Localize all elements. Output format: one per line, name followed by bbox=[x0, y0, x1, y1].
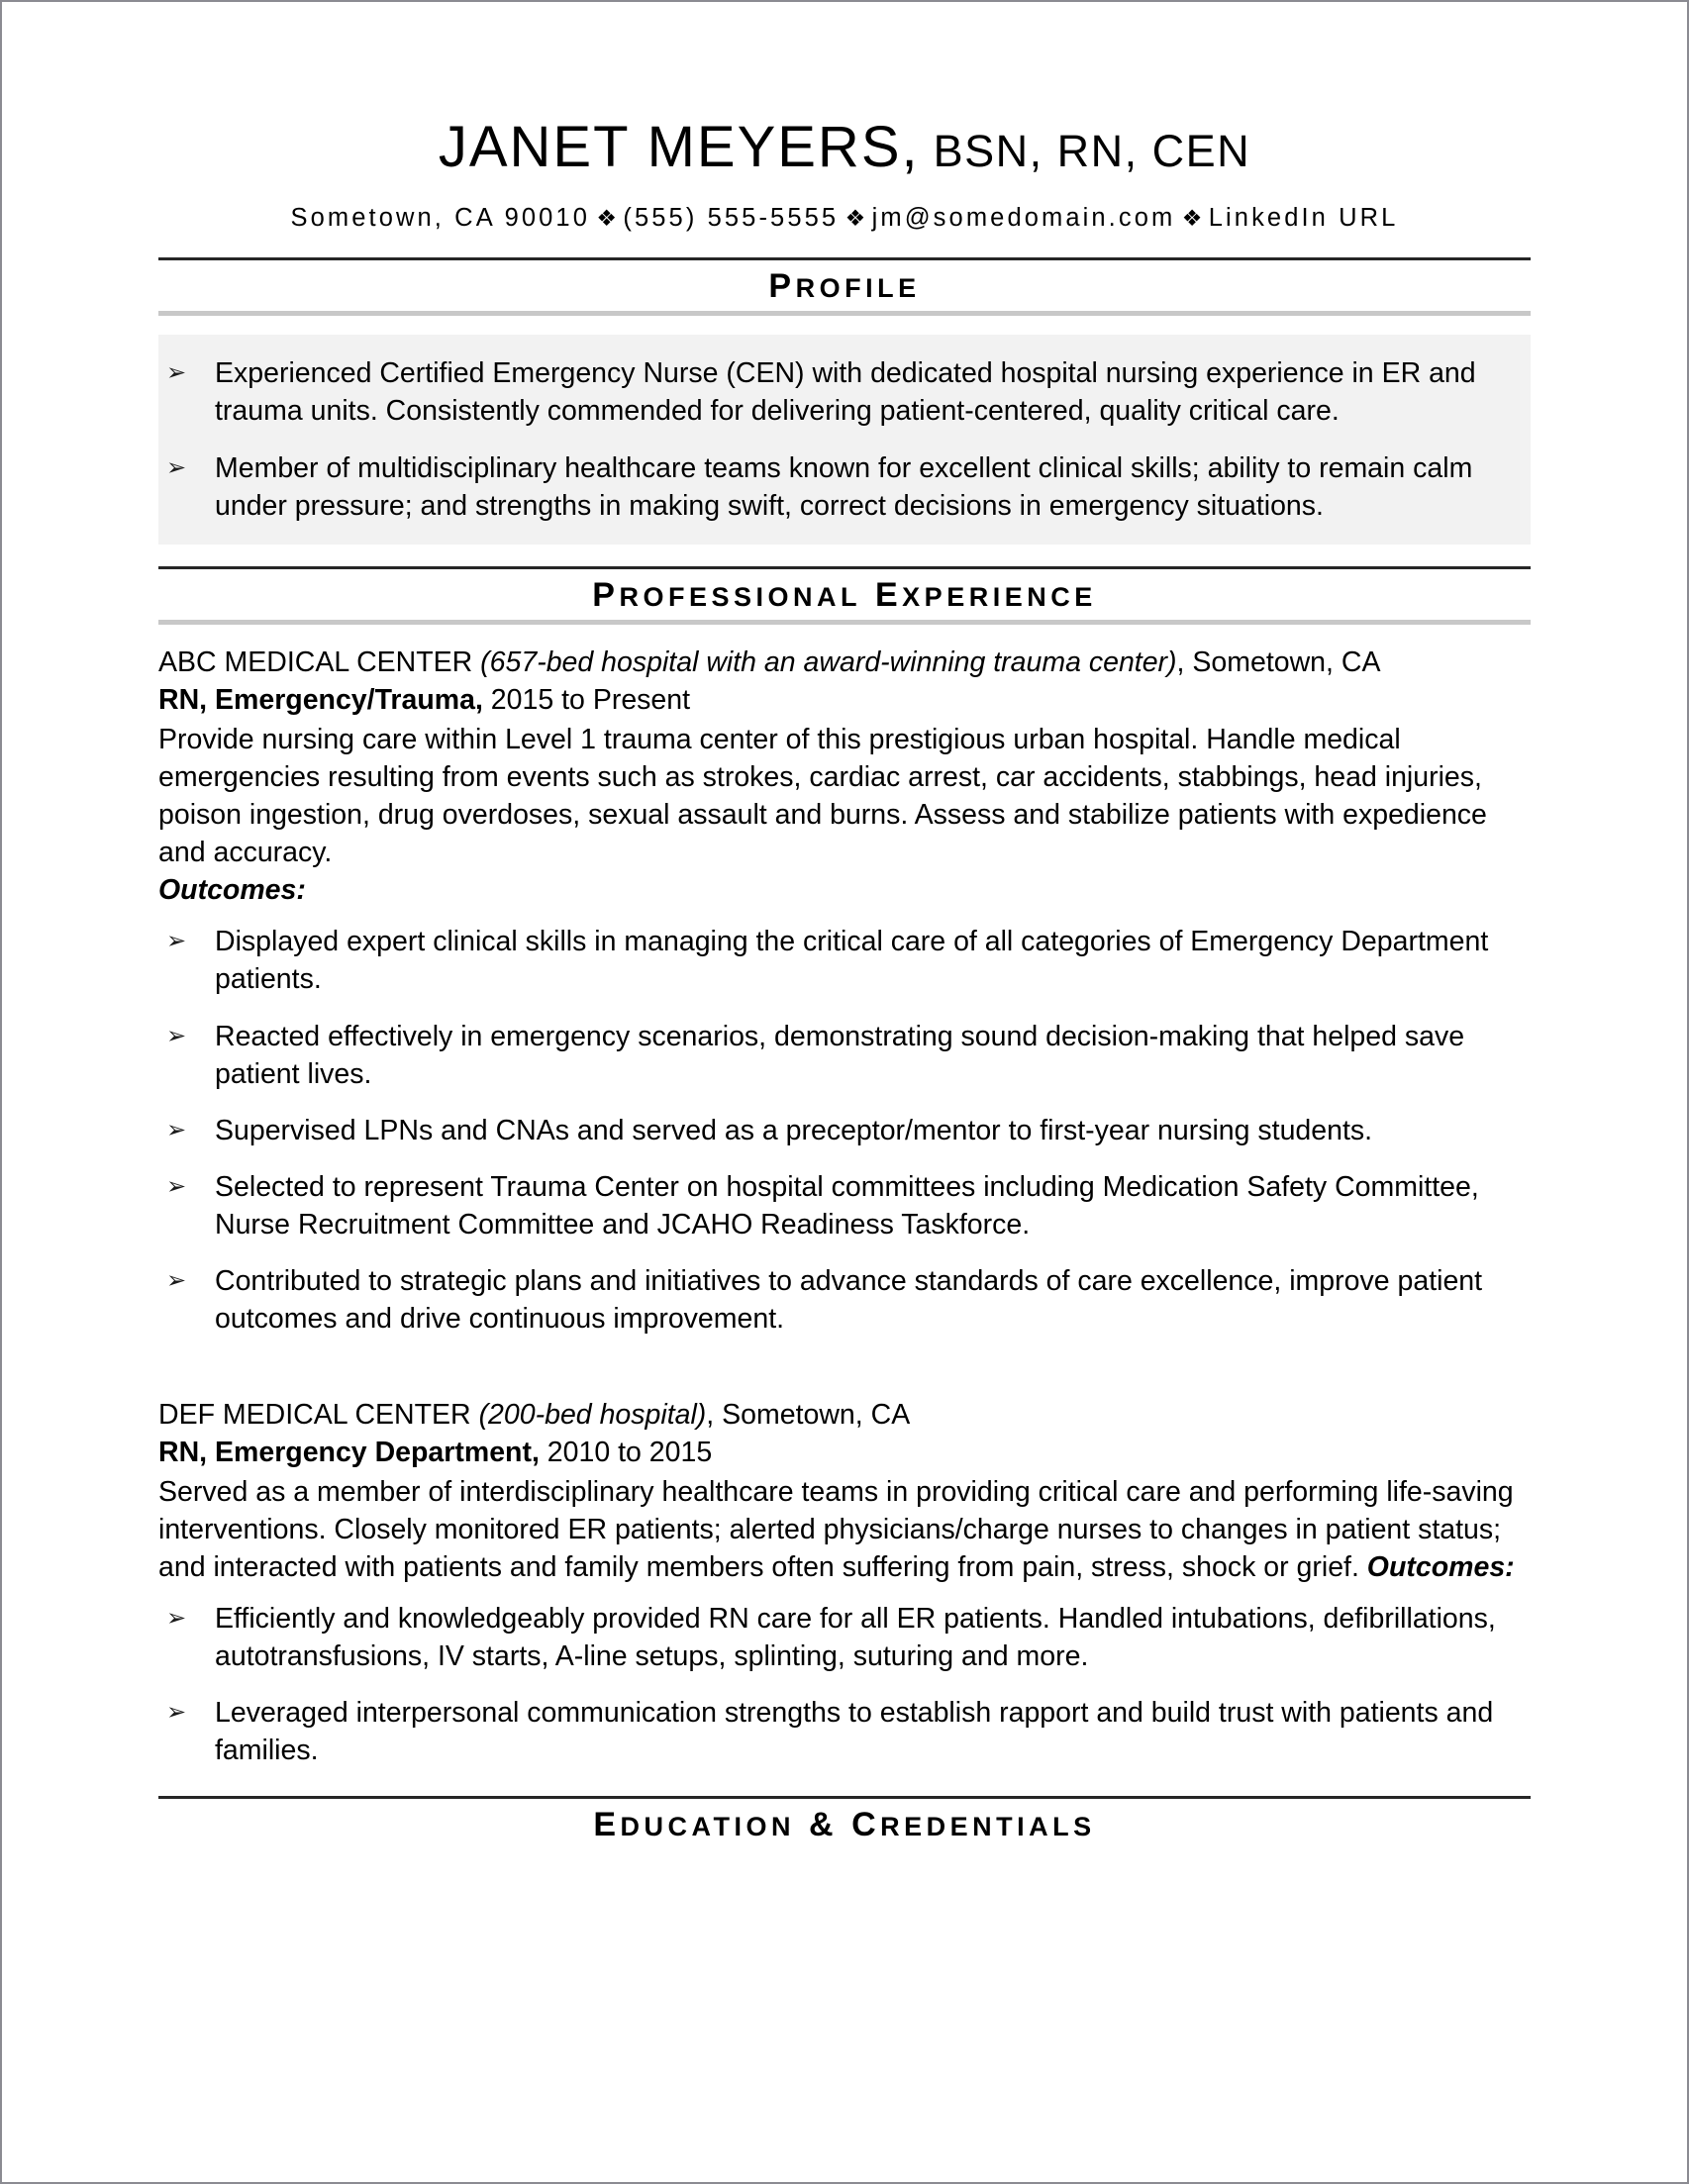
list-item-text: Contributed to strategic plans and initiatives to advance standards of care excellence, improve patient outcomes and drive continuous improvement. bbox=[215, 1264, 1483, 1335]
list-item-text: Supervised LPNs and CNAs and served as a preceptor/mentor to first-year nursing students. bbox=[215, 1114, 1373, 1146]
job-description-text: Provide nursing care within Level 1 trauma center of this prestigious urban hospital. Handle medical emergencies resulting from events such as strokes, cardiac arrest, car accidents, stabbings, head injuries, poison ingestion, drug overdoses, sexual assault and burns. Assess and stabilize patients with expedience and accuracy. bbox=[158, 724, 1487, 869]
section-title-rest: DUCATION bbox=[620, 1811, 796, 1841]
section-education-credentials bbox=[158, 1796, 1531, 1849]
job-employer-line bbox=[158, 1397, 1531, 1435]
section-title-rest: ROFILE bbox=[795, 273, 921, 304]
arrow-bullet-icon: ➢ bbox=[166, 359, 187, 387]
section-title-initial: E bbox=[593, 1805, 621, 1843]
list-item bbox=[158, 1112, 1531, 1149]
job-entry bbox=[158, 645, 1531, 1337]
section-rule-bottom bbox=[158, 311, 1531, 316]
contact-email[interactable]: jm@somedomain.com bbox=[871, 204, 1176, 232]
list-item-text: Efficiently and knowledgeably provided RN care for all ER patients. Handled intubations, defibrillations, autotransfusions, IV starts, A-line setups, splinting, suturing and more. bbox=[215, 1602, 1496, 1672]
job-location: , Sometown, CA bbox=[1176, 646, 1381, 679]
list-item-text: Displayed expert clinical skills in managing the critical care of all categories of Emergency Department patients. bbox=[215, 926, 1489, 996]
list-item-text: Selected to represent Trauma Center on hospital committees including Medication Safety Committee, Nurse Recruitment Committee and JCAHO Readiness Taskforce. bbox=[215, 1170, 1479, 1241]
job-entry bbox=[158, 1397, 1531, 1769]
list-item bbox=[158, 923, 1531, 998]
arrow-bullet-icon: ➢ bbox=[166, 1172, 187, 1200]
list-item bbox=[158, 1694, 1531, 1769]
section-rule-bottom bbox=[158, 620, 1531, 625]
job-location: , Sometown, CA bbox=[706, 1398, 911, 1431]
candidate-name: JANET MEYERS, bbox=[438, 115, 920, 179]
profile-summary-box bbox=[158, 335, 1531, 545]
section-title-initial: E bbox=[874, 576, 903, 615]
job-employer-note: (657-bed hospital with an award-winning trauma center) bbox=[480, 646, 1177, 679]
section-title-rest: ROFESSIONAL bbox=[619, 582, 861, 613]
arrow-bullet-icon: ➢ bbox=[166, 1116, 187, 1143]
job-outcomes-list bbox=[158, 923, 1531, 1337]
outcomes-label: Outcomes: bbox=[1366, 1550, 1515, 1583]
diamond-separator-icon: ❖ bbox=[1175, 205, 1209, 231]
diamond-separator-icon: ❖ bbox=[590, 205, 624, 231]
arrow-bullet-icon: ➢ bbox=[166, 1698, 187, 1726]
contact-location: Sometown, CA 90010 bbox=[290, 204, 590, 232]
list-item-text: Leveraged interpersonal communication strengths to establish rapport and build trust with patients and families. bbox=[215, 1696, 1494, 1766]
job-description bbox=[158, 721, 1531, 909]
outcomes-label: Outcomes: bbox=[158, 874, 306, 907]
candidate-credentials: BSN, RN, CEN bbox=[933, 126, 1251, 176]
arrow-bullet-icon: ➢ bbox=[166, 454, 187, 482]
job-description-text: Served as a member of interdisciplinary healthcare teams in providing critical care and performing life-saving interventions. Closely monitored ER patients; alerted physicians/charge nurses to changes in patient status; and interacted with patients and family members often suffering from pain, stress, shock or grief. bbox=[158, 1475, 1514, 1583]
list-item-text: Experienced Certified Emergency Nurse (CEN) with dedicated hospital nursing experience in ER and trauma units. Consistently commended for delivering patient-centered, quality critical care. bbox=[215, 357, 1476, 428]
arrow-bullet-icon: ➢ bbox=[166, 1604, 187, 1632]
list-item bbox=[158, 1018, 1531, 1093]
arrow-bullet-icon: ➢ bbox=[166, 928, 187, 955]
list-item bbox=[158, 354, 1531, 430]
section-title-initial: C bbox=[851, 1805, 881, 1843]
section-profile bbox=[158, 257, 1531, 316]
section-title-profile bbox=[158, 260, 1531, 311]
list-item-text: Reacted effectively in emergency scenarios, demonstrating sound decision-making that helped save patient lives. bbox=[215, 1020, 1465, 1090]
arrow-bullet-icon: ➢ bbox=[166, 1022, 187, 1049]
list-item-text: Member of multidisciplinary healthcare teams known for excellent clinical skills; ability to remain calm under pressure; and strengths in making swift, correct decisions in emergency situations. bbox=[215, 452, 1473, 523]
section-title-initial: P bbox=[592, 576, 620, 615]
job-role: RN, Emergency/Trauma, bbox=[158, 684, 483, 717]
job-outcomes-list bbox=[158, 1600, 1531, 1769]
job-role: RN, Emergency Department, bbox=[158, 1436, 540, 1468]
job-dates: 2015 to Present bbox=[482, 684, 691, 717]
contact-phone: (555) 555-5555 bbox=[623, 204, 840, 232]
section-title-rest: REDENTIALS bbox=[880, 1811, 1096, 1841]
job-title-line bbox=[158, 682, 1531, 720]
contact-linkedin[interactable]: LinkedIn URL bbox=[1208, 204, 1399, 232]
list-item bbox=[158, 1262, 1531, 1338]
section-professional-experience bbox=[158, 566, 1531, 625]
list-item bbox=[158, 1600, 1531, 1675]
job-employer: ABC MEDICAL CENTER bbox=[158, 646, 481, 679]
job-employer-line bbox=[158, 645, 1531, 682]
section-title-rest: XPERIENCE bbox=[902, 582, 1097, 613]
section-title-education-credentials bbox=[158, 1799, 1531, 1849]
job-description bbox=[158, 1473, 1531, 1586]
job-employer-note: (200-bed hospital) bbox=[478, 1398, 707, 1431]
page-content bbox=[2, 115, 1687, 1849]
contact-line bbox=[158, 200, 1531, 236]
job-spacer bbox=[158, 1338, 1531, 1377]
job-dates: 2010 to 2015 bbox=[539, 1436, 713, 1468]
section-title-ampersand: & bbox=[809, 1805, 839, 1843]
candidate-name-line bbox=[158, 115, 1531, 179]
job-employer: DEF MEDICAL CENTER bbox=[158, 1398, 479, 1431]
list-item bbox=[158, 1168, 1531, 1243]
section-title-professional-experience bbox=[158, 569, 1531, 620]
diamond-separator-icon: ❖ bbox=[839, 205, 872, 231]
arrow-bullet-icon: ➢ bbox=[166, 1266, 187, 1294]
list-item bbox=[158, 449, 1531, 525]
job-title-line bbox=[158, 1435, 1531, 1472]
section-title-initial: P bbox=[768, 267, 796, 306]
